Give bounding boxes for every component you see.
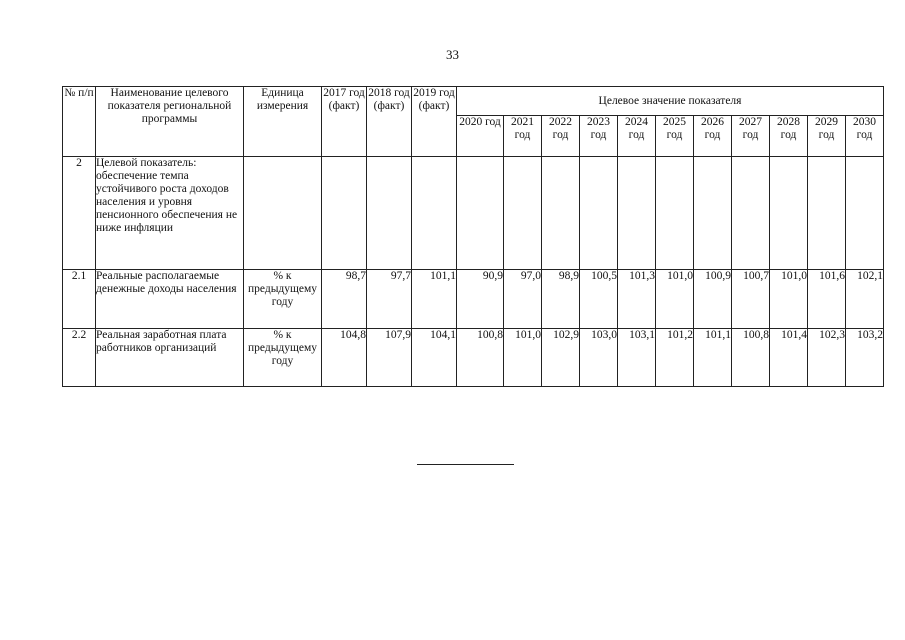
value-2018: 107,9 (367, 329, 412, 387)
header-year-2021: 2021 год (504, 116, 542, 157)
value-2017: 104,8 (322, 329, 367, 387)
value-2018: 97,7 (367, 270, 412, 329)
row-name: Реальные располагаемые денежные доходы населения (96, 270, 244, 329)
header-num: № п/п (63, 87, 96, 157)
value-2030: 103,2 (846, 329, 884, 387)
value-2028: 101,0 (770, 270, 808, 329)
header-year-2022: 2022 год (542, 116, 580, 157)
row-num: 2.1 (63, 270, 96, 329)
header-target-group: Целевое значение показателя (457, 87, 884, 116)
header-year-2030: 2030 год (846, 116, 884, 157)
footnote-separator-line (417, 464, 514, 465)
value-2017: 98,7 (322, 270, 367, 329)
row-unit: % к предыдущему году (244, 329, 322, 387)
row-num: 2.2 (63, 329, 96, 387)
value-2030 (846, 157, 884, 270)
value-2026 (694, 157, 732, 270)
value-2024: 101,3 (618, 270, 656, 329)
value-2021: 101,0 (504, 329, 542, 387)
header-year-2023: 2023 год (580, 116, 618, 157)
value-2022 (542, 157, 580, 270)
value-2020: 100,8 (457, 329, 504, 387)
value-2019 (412, 157, 457, 270)
header-2019: 2019 год (факт) (412, 87, 457, 157)
value-2018 (367, 157, 412, 270)
header-2018: 2018 год (факт) (367, 87, 412, 157)
value-2025: 101,0 (656, 270, 694, 329)
page-number: 33 (446, 47, 459, 62)
value-2023 (580, 157, 618, 270)
row-name: Целевой показатель: обеспечение темпа устойчивого роста доходов населения и уровня пенсионного обеспечения не ниже инфляции (96, 157, 244, 270)
value-2028 (770, 157, 808, 270)
value-2024 (618, 157, 656, 270)
value-2025: 101,2 (656, 329, 694, 387)
value-2029 (808, 157, 846, 270)
header-year-2029: 2029 год (808, 116, 846, 157)
value-2025 (656, 157, 694, 270)
row-num: 2 (63, 157, 96, 270)
header-row (63, 87, 884, 116)
header-year-2020: 2020 год (457, 116, 504, 157)
value-2019: 101,1 (412, 270, 457, 329)
value-2021: 97,0 (504, 270, 542, 329)
value-2030: 102,1 (846, 270, 884, 329)
row-unit (244, 157, 322, 270)
value-2017 (322, 157, 367, 270)
value-2022: 98,9 (542, 270, 580, 329)
value-2027: 100,8 (732, 329, 770, 387)
value-2029: 102,3 (808, 329, 846, 387)
value-2020 (457, 157, 504, 270)
header-unit: Единица измерения (244, 87, 322, 157)
value-2029: 101,6 (808, 270, 846, 329)
value-2023: 100,5 (580, 270, 618, 329)
table-row (63, 329, 884, 387)
indicators-table (62, 86, 884, 387)
value-2021 (504, 157, 542, 270)
value-2027: 100,7 (732, 270, 770, 329)
header-year-2028: 2028 год (770, 116, 808, 157)
value-2023: 103,0 (580, 329, 618, 387)
value-2022: 102,9 (542, 329, 580, 387)
value-2024: 103,1 (618, 329, 656, 387)
value-2026: 101,1 (694, 329, 732, 387)
header-2017: 2017 год (факт) (322, 87, 367, 157)
header-year-2027: 2027 год (732, 116, 770, 157)
header-year-2026: 2026 год (694, 116, 732, 157)
value-2026: 100,9 (694, 270, 732, 329)
row-unit: % к предыдущему году (244, 270, 322, 329)
header-name: Наименование целевого показателя региональной программы (96, 87, 244, 157)
value-2019: 104,1 (412, 329, 457, 387)
value-2028: 101,4 (770, 329, 808, 387)
header-year-2024: 2024 год (618, 116, 656, 157)
value-2020: 90,9 (457, 270, 504, 329)
header-year-2025: 2025 год (656, 116, 694, 157)
value-2027 (732, 157, 770, 270)
row-name: Реальная заработная плата работников организаций (96, 329, 244, 387)
table-row (63, 270, 884, 329)
table-row (63, 157, 884, 270)
